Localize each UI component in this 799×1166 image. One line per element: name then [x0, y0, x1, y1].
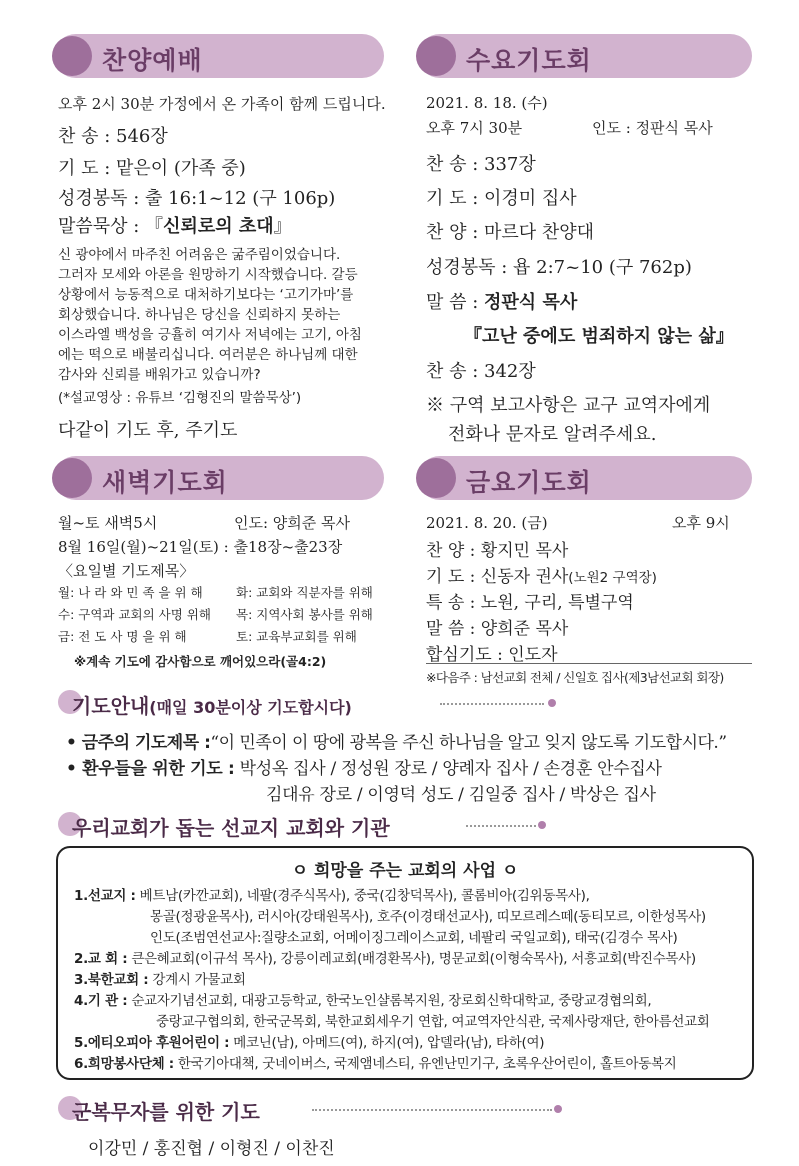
friday-prayer-header — [418, 456, 752, 500]
sunday-reading: 성경봉독 : 출 16:1~12 (구 106p) — [58, 188, 336, 209]
mission-row-text: 큰은혜교회(이규석 목사), 강릉이레교회(배경환목사), 명문교회(이형숙목사), 서흥교회(박진수목사) — [131, 951, 696, 967]
mission-row — [74, 1031, 544, 1051]
mission-row-text: 중랑교구협의회, 한국군목회, 북한교회세우기 연합, 여교역자안식관, 국제사랑재단, 한아름선교회 — [156, 1014, 710, 1030]
sick-prayer-names: 박성옥 집사 / 정성원 장로 / 양례자 집사 / 손경훈 안수집사 — [239, 759, 662, 779]
friday-date: 2021. 8. 20. (금) — [426, 514, 548, 532]
wednesday-prayer-title: 수요기도회 — [466, 46, 592, 75]
header-circle-icon — [416, 458, 456, 498]
dotted-divider — [466, 825, 536, 827]
sunday-sermon-title: 신뢰로의 초대 — [163, 216, 274, 237]
mission-row-label: 6.희망봉사단체 : — [74, 1056, 174, 1072]
mission-row — [74, 1052, 676, 1072]
sunday-intro: 오후 2시 30분 가정에서 온 가족이 함께 드립니다. — [58, 95, 386, 113]
sick-prayer-label: • 환우들을 위한 기도 : — [66, 759, 235, 779]
sick-prayer-names: 김대유 장로 / 이영덕 성도 / 김일중 집사 / 박상은 집사 — [266, 785, 656, 805]
prayer-guide-heading — [72, 690, 352, 719]
wednesday-sermon-label: 말 씀 : — [426, 292, 485, 313]
mission-row-text: 베트남(카깐교회), 네팔(경주식목사), 중국(김창덕목사), 콜롬비아(김위동목사), — [139, 888, 590, 904]
mission-row — [74, 884, 590, 904]
sunday-sermon — [58, 212, 292, 238]
sick-prayer — [66, 754, 662, 779]
sunday-worship-title: 찬양예배 — [102, 46, 203, 75]
mission-row-text: 메코닌(남), 아메드(여), 하지(여), 압델라(남), 타하(여) — [233, 1035, 545, 1051]
mission-row — [150, 926, 677, 946]
friday-prayer-text: 기 도 : 신동자 권사 — [426, 567, 569, 587]
dawn-topic-left: 수: 구역과 교회의 사명 위해 — [58, 607, 211, 622]
dawn-topic-left: 월: 나 라 와 민 족 을 위 해 — [58, 585, 203, 600]
mission-row — [156, 1010, 710, 1030]
mission-row-label: 4.기 관 : — [74, 993, 128, 1009]
wednesday-time: 오후 7시 30분 — [426, 119, 523, 137]
missions-box-title: ㅇ 희망을 주는 교회의 사업 ㅇ — [291, 861, 519, 881]
friday-divider — [426, 663, 752, 664]
prayer-guide-subtitle: (매일 30분이상 기도합시다) — [149, 698, 352, 717]
friday-praise: 찬 양 : 황지민 목사 — [426, 541, 569, 561]
weekly-topic-label: • 금주의 기도제목 : — [66, 733, 211, 753]
mission-row — [74, 989, 651, 1009]
mission-row — [74, 968, 246, 988]
friday-next: ※다음주 : 남선교회 전체 / 신일호 집사(제3남선교회 회장) — [426, 670, 724, 685]
sunday-body-line: 신 광야에서 마주친 어려움은 굶주림이었습니다. — [58, 247, 341, 263]
friday-prayer-title: 금요기도회 — [466, 468, 592, 497]
divider-end-icon — [538, 821, 546, 829]
sunday-body-line: 이스라엘 백성을 긍휼히 여기사 저녁에는 고기, 아침 — [58, 327, 362, 343]
missions-box — [56, 846, 754, 1080]
wednesday-date: 2021. 8. 18. (수) — [426, 94, 548, 112]
wednesday-choir: 찬 양 : 마르다 찬양대 — [426, 222, 595, 243]
friday-special: 특 송 : 노원, 구리, 특별구역 — [426, 593, 634, 613]
sunday-sermon-close: 』 — [273, 216, 292, 237]
sunday-prayer: 기 도 : 맡은이 (가족 중) — [58, 158, 246, 179]
dotted-divider — [312, 1109, 552, 1111]
mission-row-label: 5.에티오피아 후원어린이 : — [74, 1035, 230, 1051]
dawn-prayer-header — [54, 456, 384, 500]
header-circle-icon — [52, 36, 92, 76]
sunday-worship-header — [54, 34, 384, 78]
sunday-closing: 다같이 기도 후, 주기도 — [58, 420, 238, 441]
mission-row-text: 몽골(정광윤목사), 러시아(강태원목사), 호주(이경태선교사), 띠모르레스떼(동티모르, 이한성목사) — [150, 909, 706, 925]
dawn-period: 8월 16일(월)~21일(토) : 출18장~출23장 — [58, 538, 343, 556]
sunday-body-line: 회상했습니다. 하나님은 당신을 신뢰하지 못하는 — [58, 307, 341, 323]
dawn-topic-right: 목: 지역사회 봉사를 위해 — [236, 607, 373, 622]
wednesday-notice: ※ 구역 보고사항은 교구 교역자에게 — [426, 395, 711, 416]
mission-row-text: 인도(조범연선교사:질량소교회, 어메이징그레이스교회, 네팔리 국일교회), 태국(김경수 목사) — [150, 930, 678, 946]
wednesday-prayer: 기 도 : 이경미 집사 — [426, 188, 577, 209]
dawn-topics-header: 〈요일별 기도제목〉 — [58, 562, 195, 580]
header-circle-icon — [416, 36, 456, 76]
mission-row-label: 3.북한교회 : — [74, 972, 149, 988]
friday-unison: 합심기도 : 인도자 — [426, 645, 558, 665]
mission-row — [150, 905, 706, 925]
divider-end-icon — [548, 699, 556, 707]
sunday-hymn: 찬 송 : 546장 — [58, 126, 168, 147]
military-title: 군복무자를 위한 기도 — [72, 1100, 260, 1124]
mission-row-text: 순교자기념선교회, 대광고등학교, 한국노인샬롬복지원, 장로회신학대학교, 중랑교경협의회, — [131, 993, 652, 1009]
dawn-topic-right: 화: 교회와 직분자를 위해 — [236, 585, 373, 600]
missions-title: 우리교회가 돕는 선교지 교회와 기관 — [72, 816, 390, 840]
wednesday-leader: 인도 : 정판식 목사 — [592, 119, 713, 137]
mission-row-text: 한국기아대책, 굿네이버스, 국제앰네스티, 유엔난민기구, 초록우산어린이, 홀트아동복지 — [177, 1056, 677, 1072]
prayer-guide-title: 기도안내 — [72, 694, 150, 718]
wednesday-prayer-header — [418, 34, 752, 78]
mission-row — [74, 947, 696, 967]
dawn-schedule: 월~토 새벽5시 — [58, 514, 158, 532]
wednesday-hymn2: 찬 송 : 342장 — [426, 361, 536, 382]
dotted-divider — [440, 703, 544, 705]
weekly-topic-text: “이 민족이 이 땅에 광복을 주신 하나님을 알고 잊지 않도록 기도합시다.” — [210, 733, 727, 753]
wednesday-sermon-title: 『고난 중에도 범죄하지 않는 삶』 — [464, 326, 734, 347]
friday-prayer-note: (노원2 구역장) — [568, 570, 657, 586]
friday-time: 오후 9시 — [672, 514, 730, 532]
sunday-sermon-label: 말씀묵상 : 『 — [58, 216, 164, 237]
divider-end-icon — [554, 1105, 562, 1113]
wednesday-notice: 전화나 문자로 알려주세요. — [448, 424, 657, 445]
friday-prayer — [426, 562, 657, 587]
dawn-leader: 인도: 양희준 목사 — [234, 514, 351, 532]
mission-row-label: 2.교 회 : — [74, 951, 128, 967]
wednesday-preacher: 정판식 목사 — [484, 292, 578, 313]
sunday-body-line: 그러자 모세와 아론을 원망하기 시작했습니다. 갈등 — [58, 267, 358, 283]
sunday-body-line: 상황에서 능동적으로 대처하기보다는 ‘고기가마’를 — [58, 287, 354, 303]
sunday-body-line: 에는 떡으로 배불리십니다. 여러분은 하나님께 대한 — [58, 347, 358, 363]
military-names: 이강민 / 홍진협 / 이형진 / 이찬진 — [88, 1139, 335, 1159]
wednesday-reading: 성경봉독 : 욥 2:7~10 (구 762p) — [426, 257, 692, 278]
dawn-verse: ※계속 기도에 감사함으로 깨어있으라(골4:2) — [74, 654, 327, 669]
sunday-body-line: 감사와 신뢰를 배워가고 있습니까? — [58, 367, 261, 383]
mission-row-label: 1.선교지 : — [74, 888, 136, 904]
sunday-video-note: (*설교영상 : 유튜브 ‘김형진의 말씀묵상’) — [58, 390, 302, 406]
wednesday-hymn1: 찬 송 : 337장 — [426, 154, 536, 175]
header-circle-icon — [52, 458, 92, 498]
weekly-prayer-topic — [66, 728, 727, 753]
wednesday-sermon — [426, 288, 577, 314]
mission-row-text: 강계시 가물교회 — [152, 972, 246, 988]
dawn-prayer-title: 새벽기도회 — [102, 468, 228, 497]
dawn-topic-right: 토: 교육부교회를 위해 — [236, 629, 357, 644]
friday-sermon: 말 씀 : 양희준 목사 — [426, 619, 569, 639]
dawn-topic-left: 금: 전 도 사 명 을 위 해 — [58, 629, 187, 644]
